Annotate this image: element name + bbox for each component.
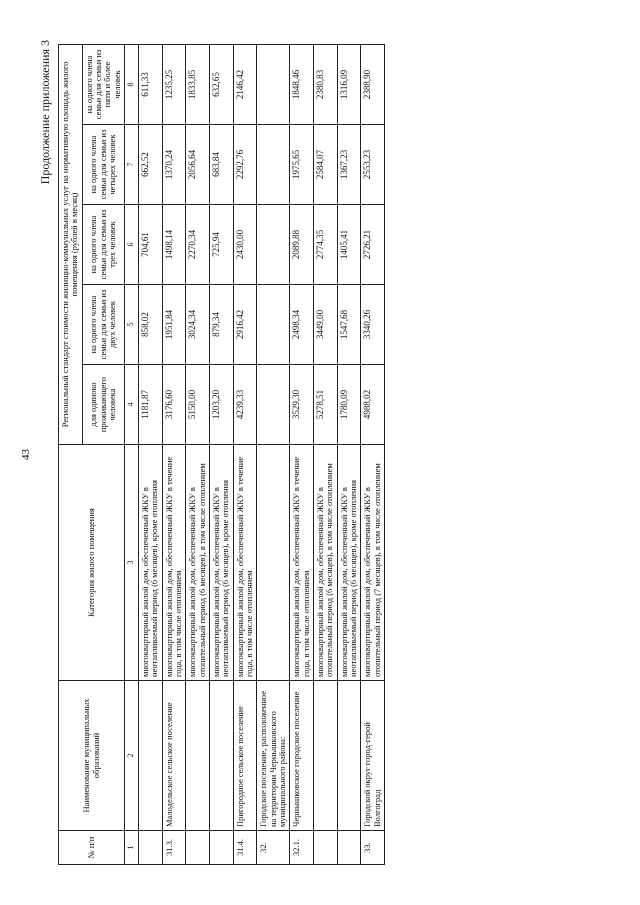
row-value: 1975,65: [290, 125, 314, 205]
table-row: [162, 44, 186, 864]
row-no: 31.4.: [233, 831, 257, 865]
row-value: 879,34: [209, 285, 233, 365]
row-value: 2774,35: [314, 205, 338, 285]
row-category: многоквартирный жилой дом, обеспеченный ЖКУ в течение года, в том числе отоплением: [162, 445, 186, 681]
row-no: 32.: [257, 831, 290, 865]
row-value: 1181,87: [138, 365, 162, 445]
row-value: 4988,02: [361, 365, 385, 445]
index-cell: 1: [125, 831, 139, 865]
row-name: [314, 681, 338, 831]
table-row: [138, 44, 162, 864]
index-cell: 7: [125, 125, 139, 205]
row-no: 31.3.: [162, 831, 186, 865]
row-category: многоквартирный жилой дом, обеспеченный ЖКУ в течение года, в том числе отоплением: [233, 445, 257, 681]
row-no: [337, 831, 361, 865]
row-no: [314, 831, 338, 865]
row-value: 1833,85: [186, 44, 210, 124]
row-category: многоквартирный жилой дом, обеспеченный ЖКУ в неотапливаемый период (6 месяцев), кроме отопления: [209, 445, 233, 681]
row-category: многоквартирный жилой дом, обеспеченный ЖКУ в отопительный период (7 месяцев), в том числе отоплением: [361, 445, 385, 681]
index-row: [125, 44, 139, 864]
header-standard: Региональный стандарт стоимости жилищно-коммунальных услуг на нормативную площадь жилого помещения (рублей в месяц): [59, 44, 83, 444]
row-value: 1547,68: [337, 285, 361, 365]
index-cell: 3: [125, 445, 139, 681]
row-value: 3024,34: [186, 285, 210, 365]
table-row: [290, 44, 314, 864]
row-category: [257, 445, 290, 681]
row-value: 683,84: [209, 125, 233, 205]
row-value: 858,02: [138, 285, 162, 365]
row-value: 1405,41: [337, 205, 361, 285]
row-name: [138, 681, 162, 831]
row-no: 32.1.: [290, 831, 314, 865]
row-name: Малодельское сельское поселение: [162, 681, 186, 831]
row-value: 3176,60: [162, 365, 186, 445]
header-row-1: [59, 44, 83, 864]
row-value: 2430,00: [233, 205, 257, 285]
row-value: [257, 365, 290, 445]
table-row: [314, 44, 338, 864]
row-value: 2726,21: [361, 205, 385, 285]
row-value: 725,94: [209, 205, 233, 285]
row-name: Городское поселение, расположенное на территории Чернышковского муниципального района:: [257, 681, 290, 831]
row-no: [138, 831, 162, 865]
row-category: многоквартирный жилой дом, обеспеченный ЖКУ в отопительный период (6 месяцев), в том числе отоплением: [186, 445, 210, 681]
row-value: 1498,14: [162, 205, 186, 285]
row-value: [257, 205, 290, 285]
header-c8: на одного члена семьи для семьи из пяти и более человек: [82, 44, 124, 124]
row-no: [209, 831, 233, 865]
row-value: 632,65: [209, 44, 233, 124]
row-value: 1951,84: [162, 285, 186, 365]
row-category: многоквартирный жилой дом, обеспеченный ЖКУ в неотапливаемый период (6 месяцев), кроме отопления: [337, 445, 361, 681]
table-row: [257, 44, 290, 864]
row-value: 2146,42: [233, 44, 257, 124]
standards-table: [58, 44, 385, 865]
row-value: 662,52: [138, 125, 162, 205]
index-cell: 2: [125, 681, 139, 831]
row-value: 1780,09: [337, 365, 361, 445]
row-value: 704,61: [138, 205, 162, 285]
row-value: 3340,26: [361, 285, 385, 365]
row-value: 2292,76: [233, 125, 257, 205]
table-row: [361, 44, 385, 864]
row-value: 2056,64: [186, 125, 210, 205]
row-value: 2388,90: [361, 44, 385, 124]
header-category: Категория жилого помещения: [59, 445, 125, 681]
row-value: 2916,42: [233, 285, 257, 365]
index-cell: 4: [125, 365, 139, 445]
header-c7: на одного члена семьи для семьи из четырех человек: [82, 125, 124, 205]
row-value: [257, 44, 290, 124]
row-category: многоквартирный жилой дом, обеспеченный ЖКУ в течение года, в том числе отоплением: [290, 445, 314, 681]
row-value: 1316,09: [337, 44, 361, 124]
row-name: Чернышковское городское поселение: [290, 681, 314, 831]
row-name: Городской округ город-герой Волгоград: [361, 681, 385, 831]
row-value: 5278,51: [314, 365, 338, 445]
row-value: 611,33: [138, 44, 162, 124]
header-c4: для одиноко проживающего человека: [82, 365, 124, 445]
row-value: 5150,00: [186, 365, 210, 445]
row-value: [257, 285, 290, 365]
row-no: [186, 831, 210, 865]
row-category: многоквартирный жилой дом, обеспеченный ЖКУ в отопительный период (6 месяцев), в том числе отоплением: [314, 445, 338, 681]
index-cell: 5: [125, 285, 139, 365]
header-c6: на одного члена семьи для семьи из трех человек: [82, 205, 124, 285]
header-name: Наименование муниципальных образований: [59, 681, 125, 831]
row-value: 2380,83: [314, 44, 338, 124]
index-cell: 8: [125, 44, 139, 124]
row-name: [337, 681, 361, 831]
header-no: № п/п: [59, 831, 125, 865]
table-row: [233, 44, 257, 864]
row-no: 33.: [361, 831, 385, 865]
row-value: 3449,00: [314, 285, 338, 365]
row-name: [186, 681, 210, 831]
row-value: 2270,34: [186, 205, 210, 285]
row-name: [209, 681, 233, 831]
row-value: 1370,24: [162, 125, 186, 205]
row-name: Пригородное сельское поселение: [233, 681, 257, 831]
header-c5: на одного члена семьи для семьи из двух человек: [82, 285, 124, 365]
row-value: 2498,34: [290, 285, 314, 365]
page-number: 43: [20, 449, 32, 460]
row-value: 2089,88: [290, 205, 314, 285]
row-value: 1367,23: [337, 125, 361, 205]
row-value: 2584,07: [314, 125, 338, 205]
table-row: [337, 44, 361, 864]
row-value: 4239,33: [233, 365, 257, 445]
row-value: 1848,46: [290, 44, 314, 124]
row-value: 1235,25: [162, 44, 186, 124]
row-value: [257, 125, 290, 205]
index-cell: 6: [125, 205, 139, 285]
table-row: [186, 44, 210, 864]
table-row: [209, 44, 233, 864]
continuation-note: Продолжение приложения 3: [38, 40, 52, 185]
row-value: 2553,23: [361, 125, 385, 205]
row-category: многоквартирный жилой дом, обеспеченный ЖКУ в неотапливаемый период (6 месяцев), кроме отопления: [138, 445, 162, 681]
row-value: 1203,20: [209, 365, 233, 445]
row-value: 3529,30: [290, 365, 314, 445]
